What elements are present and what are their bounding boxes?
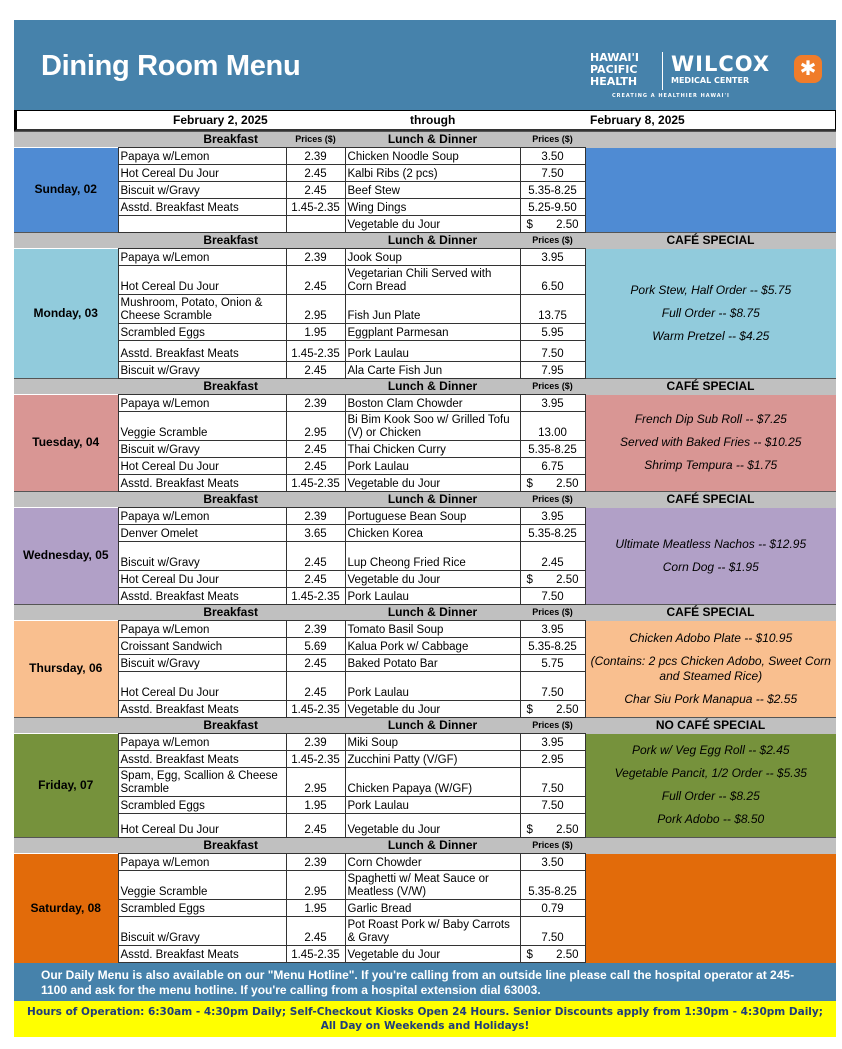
lunch-dinner-item: Chicken Korea	[345, 525, 520, 542]
price-value: 2.50	[556, 824, 579, 836]
lunch-dinner-item: Pork Laulau	[345, 458, 520, 475]
lunch-dinner-item: Ala Carte Fish Jun	[345, 362, 520, 379]
lunch-dinner-item: Kalbi Ribs (2 pcs)	[345, 165, 520, 182]
lunch-dinner-item: Boston Clam Chowder	[345, 395, 520, 412]
cafe-special-panel	[585, 249, 836, 379]
breakfast-item: Veggie Scramble	[118, 871, 286, 900]
cafe-special-item: Pork Stew, Half Order -- $5.75	[630, 282, 792, 297]
cafe-special-item: Full Order -- $8.25	[661, 789, 760, 804]
breakfast-price: 2.45	[286, 655, 345, 672]
breakfast-item: Hot Cereal Du Jour	[118, 571, 286, 588]
menu-hotline-note: Our Daily Menu is also available on our "Menu Hotline". If you're calling from an outside line please call the hospital operator at 245-1100 and ask for the menu hotline. If you're calling from a hospital extension dial 63003.	[14, 963, 836, 1001]
cafe-special-panel	[585, 854, 836, 963]
price-value: 2.50	[556, 478, 579, 490]
breakfast-price: 1.45-2.35	[286, 751, 345, 768]
lunch-dinner-item: Garlic Bread	[345, 900, 520, 917]
breakfast-price: 2.95	[286, 412, 345, 441]
dollar-sign: $	[526, 824, 533, 836]
day-label: Sunday, 02	[14, 148, 118, 233]
lunch-dinner-price: 5.35-8.25	[520, 441, 585, 458]
wilcox-logo-text: WILCOX	[671, 52, 771, 76]
lunch-dinner-price: 3.95	[520, 249, 585, 266]
lunch-dinner-price	[520, 216, 585, 233]
lunch-dinner-price: 7.95	[520, 362, 585, 379]
breakfast-item: Hot Cereal Du Jour	[118, 165, 286, 182]
lunch-dinner-price: 2.45	[520, 542, 585, 571]
breakfast-price: 1.95	[286, 797, 345, 814]
lunch-dinner-item: Jook Soup	[345, 249, 520, 266]
breakfast-price: 2.45	[286, 458, 345, 475]
lunch-dinner-item: Eggplant Parmesan	[345, 324, 520, 341]
lunch-dinner-item: Vegetable du Jour	[345, 475, 520, 492]
breakfast-price: 1.95	[286, 900, 345, 917]
cafe-special-panel	[585, 734, 836, 838]
breakfast-price: 1.45-2.35	[286, 341, 345, 362]
breakfast-item: Papaya w/Lemon	[118, 395, 286, 412]
breakfast-item: Hot Cereal Du Jour	[118, 672, 286, 701]
empty-header-cell	[286, 233, 345, 249]
lunch-dinner-header: Lunch & Dinner	[345, 379, 520, 395]
breakfast-price: 1.45-2.35	[286, 588, 345, 605]
cafe-special-item: Char Siu Pork Manapua -- $2.55	[624, 691, 798, 706]
logo-text: HAWAI'I	[590, 51, 639, 64]
cafe-special-header: CAFÉ SPECIAL	[585, 605, 836, 621]
lunch-dinner-price: 5.35-8.25	[520, 182, 585, 199]
day-label: Tuesday, 04	[14, 395, 118, 492]
breakfast-price: 1.45-2.35	[286, 199, 345, 216]
lunch-dinner-price: 0.79	[520, 900, 585, 917]
cafe-special-panel	[585, 148, 836, 233]
lunch-dinner-price: 7.50	[520, 341, 585, 362]
breakfast-header: Breakfast	[14, 838, 286, 854]
lunch-dinner-price: 5.35-8.25	[520, 525, 585, 542]
lunch-dinner-price: 7.50	[520, 768, 585, 797]
dollar-sign: $	[526, 574, 533, 586]
lunch-dinner-price: 5.95	[520, 324, 585, 341]
breakfast-price: 2.45	[286, 441, 345, 458]
lunch-dinner-price: 5.35-8.25	[520, 871, 585, 900]
empty-header-cell	[585, 838, 836, 854]
lunch-dinner-item: Fish Jun Plate	[345, 295, 520, 324]
breakfast-item: Biscuit w/Gravy	[118, 441, 286, 458]
page-title: Dining Room Menu	[41, 50, 301, 82]
lunch-prices-header: Prices ($)	[520, 605, 585, 621]
empty-header-cell	[286, 492, 345, 508]
lunch-dinner-price	[520, 701, 585, 718]
lunch-dinner-item: Vegetarian Chili Served with Corn Bread	[345, 266, 520, 295]
breakfast-item: Asstd. Breakfast Meats	[118, 588, 286, 605]
breakfast-item: Biscuit w/Gravy	[118, 917, 286, 946]
cafe-special-item: Vegetable Pancit, 1/2 Order -- $5.35	[614, 766, 807, 781]
breakfast-item: Hot Cereal Du Jour	[118, 458, 286, 475]
cafe-special-item: Chicken Adobo Plate -- $10.95	[629, 630, 793, 645]
section-header-row	[14, 379, 836, 395]
lunch-dinner-item: Vegetable du Jour	[345, 814, 520, 838]
lunch-dinner-price	[520, 475, 585, 492]
breakfast-item: Hot Cereal Du Jour	[118, 266, 286, 295]
breakfast-price: 1.45-2.35	[286, 946, 345, 963]
breakfast-item	[118, 216, 286, 233]
breakfast-item: Papaya w/Lemon	[118, 148, 286, 165]
menu-row	[14, 508, 836, 525]
breakfast-header: Breakfast	[14, 379, 286, 395]
breakfast-price: 2.45	[286, 266, 345, 295]
menu-row	[14, 621, 836, 638]
breakfast-price: 1.45-2.35	[286, 475, 345, 492]
cafe-special-item: Served with Baked Fries -- $10.25	[620, 435, 802, 450]
lunch-dinner-item: Chicken Papaya (W/GF)	[345, 768, 520, 797]
cafe-special-header: NO CAFÉ SPECIAL	[585, 718, 836, 734]
breakfast-item: Denver Omelet	[118, 525, 286, 542]
lunch-dinner-item: Pork Laulau	[345, 672, 520, 701]
cafe-special-header: CAFÉ SPECIAL	[585, 492, 836, 508]
lunch-dinner-price: 3.50	[520, 148, 585, 165]
lunch-dinner-header: Lunch & Dinner	[345, 233, 520, 249]
breakfast-price: 1.45-2.35	[286, 701, 345, 718]
breakfast-price	[286, 216, 345, 233]
empty-header-cell	[286, 379, 345, 395]
lunch-dinner-item: Spaghetti w/ Meat Sauce or Meatless (V/W)	[345, 871, 520, 900]
lunch-dinner-price: 13.00	[520, 412, 585, 441]
breakfast-price: 2.45	[286, 571, 345, 588]
cafe-special-item: Pork Adobo -- $8.50	[657, 812, 765, 827]
hours-of-operation-note: Hours of Operation: 6:30am - 4:30pm Daily; Self-Checkout Kiosks Open 24 Hours. Senior Discounts apply from 1:30pm - 4:30pm Daily; All Day on Weekends and Holidays!	[14, 1001, 836, 1037]
medical-center-text: MEDICAL CENTER	[671, 76, 750, 85]
empty-header-cell	[286, 605, 345, 621]
menu-page	[14, 20, 836, 1037]
date-range-row	[14, 110, 836, 131]
cafe-special-item: Ultimate Meatless Nachos -- $12.95	[615, 536, 807, 551]
breakfast-price: 2.39	[286, 395, 345, 412]
through-label: through	[410, 113, 456, 127]
lunch-dinner-price: 5.35-8.25	[520, 638, 585, 655]
lunch-dinner-item: Vegetable du Jour	[345, 701, 520, 718]
header-banner	[14, 20, 836, 110]
day-label: Saturday, 08	[14, 854, 118, 963]
day-label: Monday, 03	[14, 249, 118, 379]
breakfast-item: Papaya w/Lemon	[118, 854, 286, 871]
lunch-dinner-price: 6.50	[520, 266, 585, 295]
breakfast-price: 2.39	[286, 854, 345, 871]
lunch-dinner-price: 2.95	[520, 751, 585, 768]
dollar-sign: $	[526, 704, 533, 716]
breakfast-price: 2.39	[286, 249, 345, 266]
section-header-row	[14, 492, 836, 508]
breakfast-price: 2.39	[286, 148, 345, 165]
lunch-dinner-price: 3.95	[520, 508, 585, 525]
lunch-dinner-item: Thai Chicken Curry	[345, 441, 520, 458]
lunch-dinner-item: Vegetable du Jour	[345, 946, 520, 963]
lunch-dinner-item: Chicken Noodle Soup	[345, 148, 520, 165]
section-header-row	[14, 838, 836, 854]
menu-row	[14, 395, 836, 412]
logo-divider	[662, 52, 663, 90]
cafe-special-item: Pork w/ Veg Egg Roll -- $2.45	[631, 743, 790, 758]
day-label: Friday, 07	[14, 734, 118, 838]
cafe-special-item: Corn Dog -- $1.95	[662, 559, 759, 574]
section-header-row	[14, 605, 836, 621]
empty-header-cell	[286, 838, 345, 854]
breakfast-item: Scrambled Eggs	[118, 324, 286, 341]
breakfast-item: Veggie Scramble	[118, 412, 286, 441]
lunch-dinner-item: Beef Stew	[345, 182, 520, 199]
lunch-dinner-price: 7.50	[520, 917, 585, 946]
breakfast-item: Biscuit w/Gravy	[118, 542, 286, 571]
empty-header-cell	[286, 718, 345, 734]
breakfast-item: Croissant Sandwich	[118, 638, 286, 655]
section-header-row	[14, 233, 836, 249]
hawaii-pacific-health-logo	[590, 52, 639, 88]
lunch-dinner-price: 3.95	[520, 734, 585, 751]
breakfast-item: Asstd. Breakfast Meats	[118, 946, 286, 963]
breakfast-item: Papaya w/Lemon	[118, 249, 286, 266]
section-header-row	[14, 132, 836, 148]
price-value: 2.50	[556, 219, 579, 231]
breakfast-header: Breakfast	[14, 492, 286, 508]
lunch-dinner-header: Lunch & Dinner	[345, 492, 520, 508]
lunch-prices-header: Prices ($)	[520, 838, 585, 854]
lunch-dinner-item: Vegetable du Jour	[345, 216, 520, 233]
breakfast-header: Breakfast	[14, 233, 286, 249]
cafe-special-panel	[585, 508, 836, 605]
logo-text: PACIFIC	[590, 63, 638, 76]
breakfast-header: Breakfast	[14, 132, 286, 148]
lunch-dinner-item: Pot Roast Pork w/ Baby Carrots & Gravy	[345, 917, 520, 946]
breakfast-price: 3.65	[286, 525, 345, 542]
lunch-dinner-header: Lunch & Dinner	[345, 132, 520, 148]
start-date: February 2, 2025	[173, 113, 268, 127]
breakfast-price: 2.39	[286, 734, 345, 751]
price-value: 2.50	[556, 704, 579, 716]
logo-tagline: CREATING A HEALTHIER HAWAI'I	[612, 93, 730, 99]
lunch-dinner-price: 7.50	[520, 797, 585, 814]
breakfast-price: 1.95	[286, 324, 345, 341]
dollar-sign: $	[526, 949, 533, 961]
lunch-prices-header: Prices ($)	[520, 233, 585, 249]
cafe-special-panel	[585, 621, 836, 718]
breakfast-item: Asstd. Breakfast Meats	[118, 341, 286, 362]
lunch-dinner-price: 3.95	[520, 621, 585, 638]
price-value: 2.50	[556, 574, 579, 586]
lunch-dinner-price: 7.50	[520, 588, 585, 605]
cafe-special-header: CAFÉ SPECIAL	[585, 233, 836, 249]
logo-text: HEALTH	[590, 75, 638, 88]
cafe-special-item: (Contains: 2 pcs Chicken Adobo, Sweet Corn and Steamed Rice)	[590, 653, 831, 683]
breakfast-item: Scrambled Eggs	[118, 900, 286, 917]
cafe-special-panel	[585, 395, 836, 492]
end-date: February 8, 2025	[590, 113, 685, 127]
breakfast-price: 2.45	[286, 542, 345, 571]
lunch-dinner-header: Lunch & Dinner	[345, 605, 520, 621]
menu-row	[14, 249, 836, 266]
breakfast-header: Breakfast	[14, 718, 286, 734]
lunch-dinner-item: Pork Laulau	[345, 588, 520, 605]
lunch-dinner-item: Kalua Pork w/ Cabbage	[345, 638, 520, 655]
breakfast-item: Papaya w/Lemon	[118, 734, 286, 751]
breakfast-item: Biscuit w/Gravy	[118, 655, 286, 672]
breakfast-item: Spam, Egg, Scallion & Cheese Scramble	[118, 768, 286, 797]
section-header-row	[14, 718, 836, 734]
lunch-dinner-price: 3.50	[520, 854, 585, 871]
breakfast-item: Biscuit w/Gravy	[118, 362, 286, 379]
lunch-prices-header: Prices ($)	[520, 132, 585, 148]
cafe-special-item: Full Order -- $8.75	[661, 305, 760, 320]
breakfast-price: 2.45	[286, 814, 345, 838]
breakfast-price: 2.95	[286, 295, 345, 324]
lunch-dinner-item: Miki Soup	[345, 734, 520, 751]
breakfast-item: Papaya w/Lemon	[118, 621, 286, 638]
menu-row	[14, 734, 836, 751]
menu-row	[14, 854, 836, 871]
breakfast-price: 2.39	[286, 508, 345, 525]
breakfast-price: 2.45	[286, 165, 345, 182]
breakfast-price: 2.95	[286, 768, 345, 797]
breakfast-item: Asstd. Breakfast Meats	[118, 701, 286, 718]
breakfast-price: 2.45	[286, 917, 345, 946]
lunch-dinner-price: 3.95	[520, 395, 585, 412]
lunch-dinner-item: Lup Cheong Fried Rice	[345, 542, 520, 571]
flower-logo-icon: ✱	[794, 55, 822, 83]
lunch-dinner-item: Pork Laulau	[345, 797, 520, 814]
day-label: Wednesday, 05	[14, 508, 118, 605]
breakfast-price: 2.95	[286, 871, 345, 900]
breakfast-price: 5.69	[286, 638, 345, 655]
breakfast-item: Hot Cereal Du Jour	[118, 814, 286, 838]
lunch-dinner-price: 5.75	[520, 655, 585, 672]
lunch-dinner-header: Lunch & Dinner	[345, 838, 520, 854]
breakfast-item: Asstd. Breakfast Meats	[118, 475, 286, 492]
lunch-dinner-item: Portuguese Bean Soup	[345, 508, 520, 525]
cafe-special-item: Warm Pretzel -- $4.25	[652, 328, 770, 343]
lunch-dinner-item: Bi Bim Kook Soo w/ Grilled Tofu (V) or Chicken	[345, 412, 520, 441]
lunch-dinner-price: 7.50	[520, 165, 585, 182]
lunch-dinner-price	[520, 571, 585, 588]
dollar-sign: $	[526, 478, 533, 490]
lunch-dinner-price	[520, 946, 585, 963]
menu-row	[14, 148, 836, 165]
lunch-dinner-header: Lunch & Dinner	[345, 718, 520, 734]
cafe-special-item: French Dip Sub Roll -- $7.25	[634, 412, 787, 427]
breakfast-item: Scrambled Eggs	[118, 797, 286, 814]
menu-table	[14, 131, 836, 963]
lunch-dinner-item: Baked Potato Bar	[345, 655, 520, 672]
breakfast-header: Breakfast	[14, 605, 286, 621]
day-label: Thursday, 06	[14, 621, 118, 718]
lunch-dinner-item: Pork Laulau	[345, 341, 520, 362]
breakfast-item: Papaya w/Lemon	[118, 508, 286, 525]
breakfast-price: 2.39	[286, 621, 345, 638]
lunch-prices-header: Prices ($)	[520, 379, 585, 395]
lunch-dinner-item: Tomato Basil Soup	[345, 621, 520, 638]
breakfast-item: Biscuit w/Gravy	[118, 182, 286, 199]
breakfast-item: Asstd. Breakfast Meats	[118, 751, 286, 768]
breakfast-item: Asstd. Breakfast Meats	[118, 199, 286, 216]
lunch-dinner-price: 6.75	[520, 458, 585, 475]
lunch-dinner-price: 5.25-9.50	[520, 199, 585, 216]
price-value: 2.50	[556, 949, 579, 961]
breakfast-price: 2.45	[286, 362, 345, 379]
cafe-special-header: CAFÉ SPECIAL	[585, 379, 836, 395]
cafe-special-item: Shrimp Tempura -- $1.75	[644, 458, 778, 473]
breakfast-prices-header: Prices ($)	[286, 132, 345, 148]
breakfast-price: 2.45	[286, 672, 345, 701]
lunch-dinner-price: 13.75	[520, 295, 585, 324]
lunch-prices-header: Prices ($)	[520, 492, 585, 508]
lunch-dinner-item: Wing Dings	[345, 199, 520, 216]
lunch-dinner-price	[520, 814, 585, 838]
breakfast-item: Mushroom, Potato, Onion & Cheese Scramble	[118, 295, 286, 324]
dollar-sign: $	[526, 219, 533, 231]
empty-header-cell	[585, 132, 836, 148]
lunch-dinner-item: Zucchini Patty (V/GF)	[345, 751, 520, 768]
lunch-prices-header: Prices ($)	[520, 718, 585, 734]
breakfast-price: 2.45	[286, 182, 345, 199]
lunch-dinner-item: Vegetable du Jour	[345, 571, 520, 588]
lunch-dinner-item: Corn Chowder	[345, 854, 520, 871]
lunch-dinner-price: 7.50	[520, 672, 585, 701]
